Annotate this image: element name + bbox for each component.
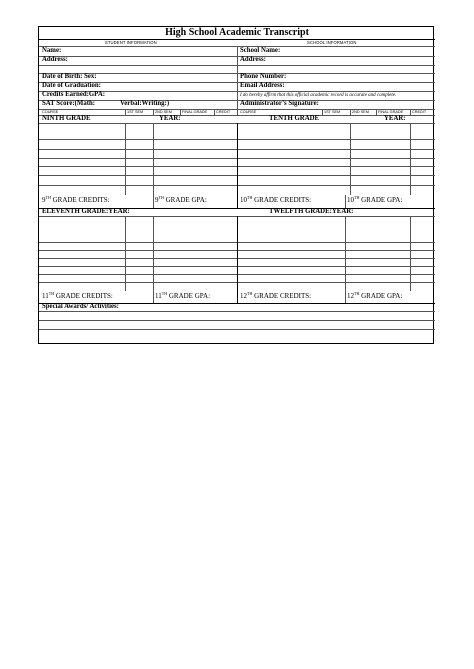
summary-label: GRADE GPA:: [165, 196, 207, 204]
col-sep: [237, 109, 238, 115]
tenth-year-field[interactable]: YEAR:: [384, 115, 406, 122]
summary-label: GRADE GPA:: [168, 292, 211, 300]
ordinal-number: 10: [347, 196, 354, 204]
summary-label: GRADE GPA:: [361, 292, 403, 300]
dob-sex-field[interactable]: Date of Birth: Sex:: [42, 73, 97, 80]
ninth-grade-gpa[interactable]: [155, 197, 207, 204]
col-sep: [410, 109, 411, 115]
school-name-field[interactable]: School Name:: [240, 47, 281, 54]
col-sep: [376, 109, 377, 115]
ordinal-number: 11: [155, 292, 162, 300]
summary-label: GRADE CREDITS:: [52, 196, 110, 204]
ordinal-suffix: TH: [354, 291, 360, 296]
col-course-left: COURSE: [42, 109, 59, 114]
col-sem1-right: 1ST SEM: [324, 109, 341, 114]
ninth-grade-credits[interactable]: [42, 197, 110, 204]
col-sep: [350, 109, 351, 115]
ordinal-number: 12: [347, 292, 354, 300]
ordinal-number: 12: [240, 292, 247, 300]
student-address-field[interactable]: Address:: [42, 56, 68, 63]
col-sep: [214, 109, 215, 115]
ordinal-suffix: TH: [48, 291, 55, 296]
ordinal-number: 9: [155, 196, 159, 204]
student-name-field[interactable]: Name:: [42, 47, 62, 54]
col-sep: [153, 216, 154, 303]
credits-gpa-field[interactable]: Credits Earned:GPA:: [42, 91, 105, 98]
ordinal-suffix: TH: [45, 195, 51, 200]
ordinal-number: 10: [240, 196, 247, 204]
sat-math-field[interactable]: SAT Score:(Math:: [42, 100, 96, 107]
summary-label: GRADE CREDITS:: [254, 196, 312, 204]
col-sep: [410, 216, 411, 291]
col-sem1-left: 1ST SEM: [127, 109, 144, 114]
ninth-grade-heading: NINTH GRADE: [42, 115, 91, 122]
page-title: High School Academic Transcript: [165, 27, 309, 38]
ninth-year-field[interactable]: YEAR:: [159, 115, 181, 122]
eleventh-grade-credits[interactable]: [42, 293, 113, 300]
col-sem2-right: 2ND SEM: [352, 109, 369, 114]
ordinal-suffix: TH: [161, 291, 168, 296]
col-sep: [125, 109, 126, 115]
col-sep: [125, 123, 126, 195]
col-sem2-left: 2ND SEM: [155, 109, 172, 114]
col-course-right: COURSE: [240, 109, 257, 114]
ordinal-number: 9: [42, 196, 46, 204]
awards-row-line: [39, 311, 435, 312]
col-sep: [410, 123, 411, 195]
special-awards-field[interactable]: Special Awards/ Activities:: [42, 302, 119, 310]
col-credit-right: CREDIT: [412, 109, 427, 114]
col-sep: [322, 109, 323, 115]
affirmation-text: I do hereby affirm that this official academic record is accurate and complete.: [240, 92, 397, 98]
col-sep: [153, 109, 154, 115]
ordinal-number: 11: [42, 292, 49, 300]
col-credit-left: CREDIT: [216, 109, 231, 114]
twelfth-grade-gpa[interactable]: [347, 293, 402, 300]
title-divider: [39, 39, 435, 40]
col-sep: [237, 123, 238, 208]
ordinal-suffix: TH: [354, 195, 360, 200]
tenth-grade-heading: TENTH GRADE: [269, 115, 320, 122]
tenth-grade-gpa[interactable]: [347, 197, 402, 204]
col-final-right: FINAL GRADE: [378, 109, 404, 114]
eleventh-grade-gpa[interactable]: [155, 293, 210, 300]
col-sep: [153, 195, 154, 208]
school-info-heading: SCHOOL INFORMATION: [307, 39, 357, 45]
awards-row-line: [39, 329, 435, 330]
col-sep: [153, 123, 154, 195]
summary-label: GRADE CREDITS:: [254, 292, 312, 300]
phone-number-field[interactable]: Phone Number:: [240, 73, 287, 80]
row-line: [39, 65, 435, 66]
row-line: [39, 56, 435, 57]
row-line: [39, 73, 435, 74]
col-sep: [345, 195, 346, 208]
col-sep: [237, 216, 238, 303]
col-sep: [125, 216, 126, 291]
summary-label: GRADE GPA:: [361, 196, 403, 204]
col-final-left: FINAL GRADE: [182, 109, 208, 114]
graduation-date-field[interactable]: Date of Graduation:: [42, 82, 101, 89]
tenth-grade-credits[interactable]: [240, 197, 311, 204]
eleventh-grade-heading: ELEVENTH GRADE:YEAR:: [42, 208, 130, 215]
col-sep: [345, 216, 346, 303]
sat-verbal-writing-field[interactable]: Verbal:Writing:): [120, 100, 170, 107]
school-address-field[interactable]: Address:: [240, 56, 266, 63]
ordinal-suffix: TH: [247, 195, 253, 200]
administrator-signature-field[interactable]: Administrator’s Signature:: [240, 100, 319, 107]
twelfth-grade-heading: TWELFTH GRADE:YEAR:: [269, 208, 354, 215]
transcript-form: [38, 26, 434, 344]
student-info-heading: STUDENT INFORMATION: [105, 39, 157, 45]
header-row-bottom: [39, 115, 435, 116]
twelfth-grade-credits[interactable]: [240, 293, 311, 300]
col-sep: [350, 123, 351, 195]
awards-row-line: [39, 320, 435, 321]
email-address-field[interactable]: Email Address:: [240, 82, 285, 89]
ordinal-suffix: TH: [247, 291, 253, 296]
summary-label: GRADE CREDITS:: [55, 292, 113, 300]
ordinal-suffix: TH: [158, 195, 164, 200]
row-line: [39, 100, 435, 101]
